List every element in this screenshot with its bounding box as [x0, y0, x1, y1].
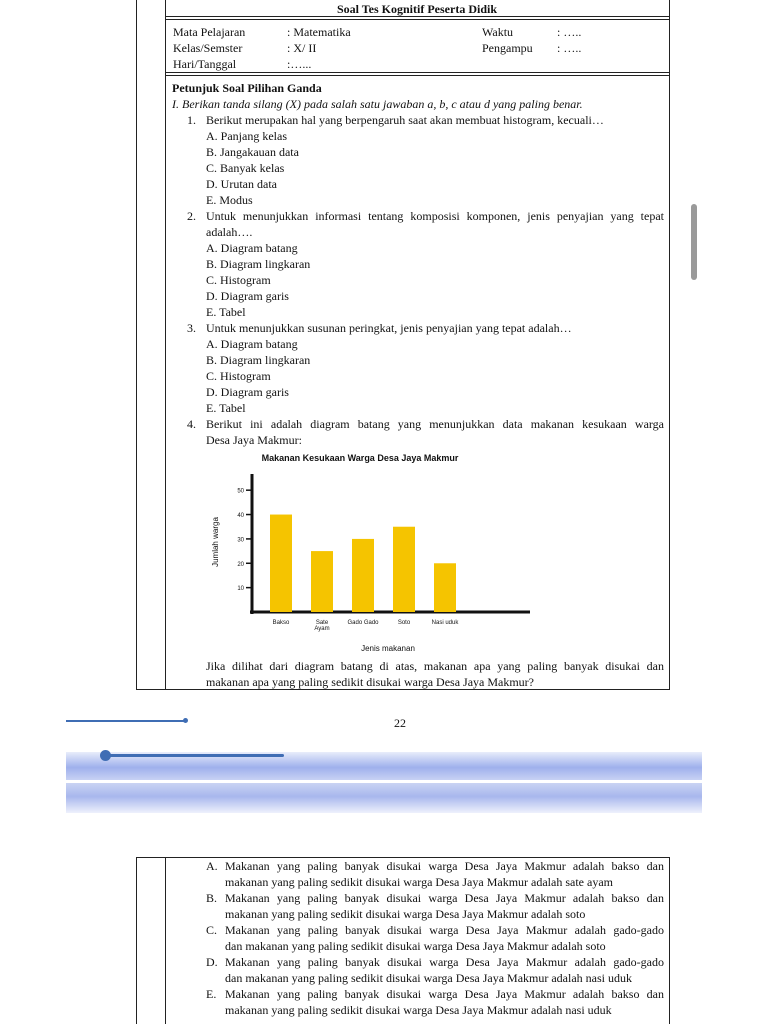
question-4-after-line2: makanan apa yang paling sedikit disukai warga Desa Jaya Makmur? — [206, 675, 535, 689]
chart-y-axis-label: Jumlah warga — [211, 517, 220, 567]
chart-x-tick-label: Nasi uduk — [431, 620, 459, 626]
answer-b-line1[interactable]: Makanan yang paling banyak disukai warga Desa Jaya Makmur adalah bakso dan — [225, 891, 664, 905]
question-2-text-line1: Untuk menunjukkan informasi tentang komposisi komponen, jenis penyajian yang tepat — [206, 209, 664, 223]
answer-e-line1[interactable]: Makanan yang paling banyak disukai warga Desa Jaya Makmur adalah bakso dan — [225, 987, 664, 1001]
question-4-number: 4. — [187, 417, 196, 431]
document-title: Soal Tes Kognitif Peserta Didik — [336, 2, 497, 16]
question-4-after-line1: Jika dilihat dari diagram batang di atas, makanan apa yang paling banyak disukai dan — [206, 659, 664, 673]
pengampu-value: : ….. — [557, 41, 582, 55]
q3-option-b[interactable]: B. Diagram lingkaran — [206, 353, 311, 367]
answer-d-letter[interactable]: D. — [206, 955, 218, 969]
q3-option-c[interactable]: C. Histogram — [206, 369, 271, 383]
q3-option-e[interactable]: E. Tabel — [206, 401, 246, 415]
chart-x-tick-label: Sate Ayam — [314, 620, 330, 632]
chart-x-tick-label: Soto — [397, 620, 411, 626]
answer-e-letter[interactable]: E. — [206, 987, 217, 1001]
question-4-text-line2: Desa Jaya Makmur: — [206, 433, 302, 447]
question-3-number: 3. — [187, 321, 196, 335]
answer-a-line2[interactable]: makanan yang paling sedikit disukai warga Desa Jaya Makmur adalah sate ayam — [225, 875, 613, 889]
chart-y-tick-label: 40 — [237, 513, 244, 520]
question-1-number: 1. — [187, 113, 196, 127]
answer-c-line1[interactable]: Makanan yang paling banyak disukai warga Desa Jaya Makmur adalah gado-gado — [225, 923, 664, 937]
section-instruction: I. Berikan tanda silang (X) pada salah satu jawaban a, b, c atau d yang paling benar. — [172, 97, 583, 111]
answer-d-line1[interactable]: Makanan yang paling banyak disukai warga Desa Jaya Makmur adalah gado-gado — [225, 955, 664, 969]
chart-y-tick-label: 30 — [237, 537, 244, 544]
hari-value: :…... — [287, 57, 312, 71]
q1-option-d[interactable]: D. Urutan data — [206, 177, 277, 191]
header-double-rule — [165, 16, 669, 20]
chart-bar — [434, 563, 456, 612]
answer-e-line2[interactable]: makanan yang paling sedikit disukai warga Desa Jaya Makmur adalah nasi uduk — [225, 1003, 612, 1017]
chart-bar — [311, 551, 333, 612]
q3-option-d[interactable]: D. Diagram garis — [206, 385, 289, 399]
q1-option-b[interactable]: B. Jangakauan data — [206, 145, 299, 159]
chart-y-tick-label: 50 — [237, 488, 244, 495]
q2-option-b[interactable]: B. Diagram lingkaran — [206, 257, 311, 271]
chart-x-axis-label: Jenis makanan — [361, 644, 415, 653]
q1-option-c[interactable]: C. Banyak kelas — [206, 161, 285, 175]
chart-y-tick-label: 10 — [237, 586, 244, 593]
question-1-text: Berikut merupakan hal yang berpengaruh saat akan membuat histogram, kecuali… — [206, 113, 604, 127]
q2-option-a[interactable]: A. Diagram batang — [206, 241, 298, 255]
hari-label: Hari/Tanggal — [173, 57, 237, 71]
left-column-rule-2 — [165, 858, 166, 1024]
decorative-band-line — [104, 754, 284, 757]
waktu-label: Waktu — [482, 25, 514, 39]
page-number: 22 — [394, 716, 406, 730]
scrollbar-thumb[interactable] — [691, 204, 697, 280]
q2-option-e[interactable]: E. Tabel — [206, 305, 246, 319]
chart-x-tick-label: Gado Gado — [347, 620, 379, 626]
chart-bar — [393, 527, 415, 612]
q1-option-a[interactable]: A. Panjang kelas — [206, 129, 287, 143]
q1-option-e[interactable]: E. Modus — [206, 193, 253, 207]
q2-option-d[interactable]: D. Diagram garis — [206, 289, 289, 303]
decorative-band-bottom — [66, 783, 702, 813]
chart-title: Makanan Kesukaan Warga Desa Jaya Makmur — [261, 453, 459, 463]
answer-b-letter[interactable]: B. — [206, 891, 218, 905]
pengampu-label: Pengampu — [482, 41, 533, 55]
answer-c-letter[interactable]: C. — [206, 923, 218, 937]
answer-a-letter[interactable]: A. — [206, 859, 218, 873]
section-title: Petunjuk Soal Pilihan Ganda — [172, 81, 322, 95]
mapel-value: : Matematika — [287, 25, 351, 39]
answer-d-line2[interactable]: dan makanan yang paling sedikit disukai warga Desa Jaya Makmur adalah nasi uduk — [225, 971, 632, 985]
answer-c-line2[interactable]: dan makanan yang paling sedikit disukai warga Desa Jaya Makmur adalah soto — [225, 939, 606, 953]
question-2-number: 2. — [187, 209, 196, 223]
decorative-band-dot — [100, 750, 111, 761]
left-column-rule — [165, 0, 166, 689]
question-3-text: Untuk menunjukkan susunan peringkat, jenis penyajian yang tepat adalah… — [206, 321, 572, 335]
q2-option-c[interactable]: C. Histogram — [206, 273, 271, 287]
kelas-value: : X/ II — [287, 41, 317, 55]
question-2-text-line2: adalah…. — [206, 225, 253, 239]
answer-a-line1[interactable]: Makanan yang paling banyak disukai warga Desa Jaya Makmur adalah bakso dan — [225, 859, 664, 873]
chart-x-tick-label: Bakso — [272, 620, 290, 626]
chart-bar — [270, 515, 292, 612]
mapel-label: Mata Pelajaran — [173, 25, 246, 39]
footer-line-dot — [183, 718, 188, 723]
q3-option-a[interactable]: A. Diagram batang — [206, 337, 298, 351]
footer-line — [66, 720, 186, 722]
kelas-label: Kelas/Semster — [173, 41, 243, 55]
section-double-rule — [165, 72, 669, 76]
answer-b-line2[interactable]: makanan yang paling sedikit disukai warga Desa Jaya Makmur adalah soto — [225, 907, 586, 921]
chart-y-tick-label: 20 — [237, 561, 244, 568]
waktu-value: : ….. — [557, 25, 582, 39]
bar-chart — [198, 448, 538, 656]
chart-bar — [352, 539, 374, 612]
question-4-text-line1: Berikut ini adalah diagram batang yang menunjukkan data makanan kesukaan warga — [206, 417, 664, 431]
